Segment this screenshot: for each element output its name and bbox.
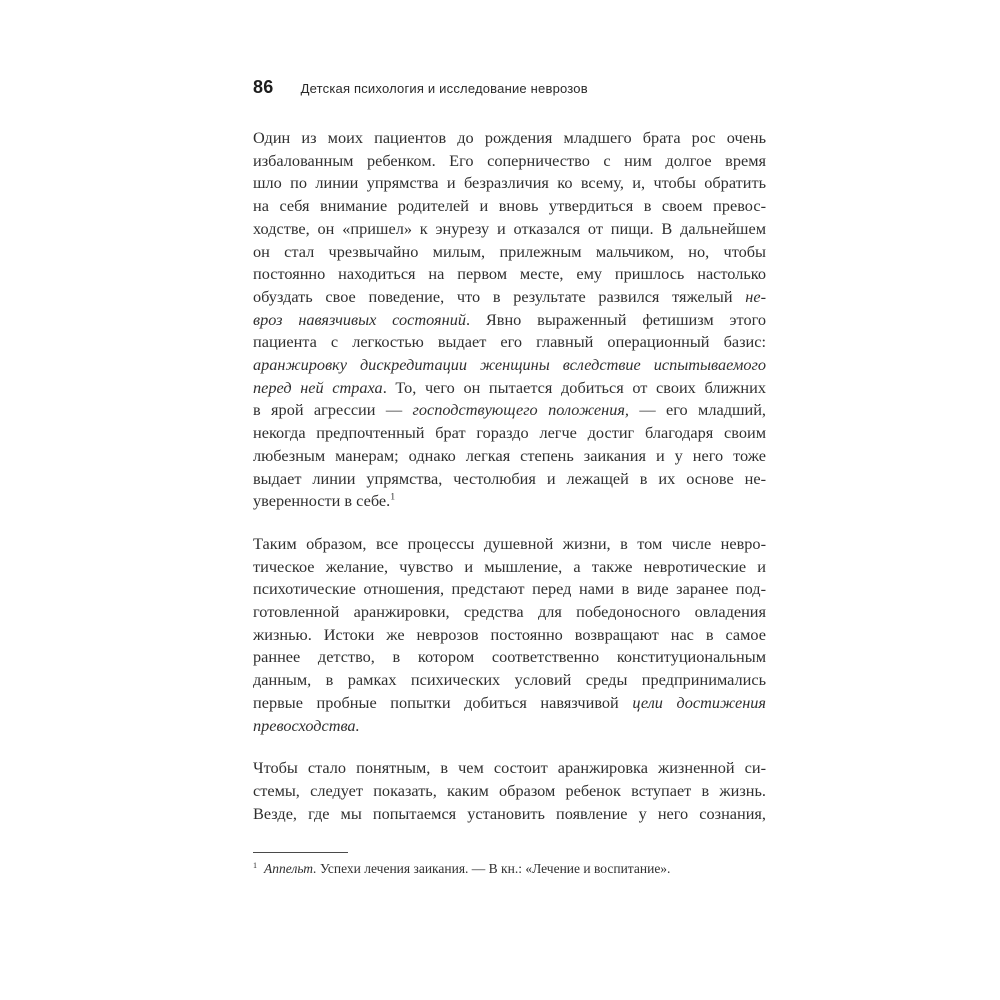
text-line [253,578,766,601]
text-segment: господствующего положения, [412,400,629,420]
text-line [253,601,766,624]
text-segment: Успехи лечения заикания. — В кн.: «Лечение и воспитание». [316,861,671,876]
text-segment: уверенности в себе. [253,491,391,511]
text-line [253,354,766,377]
text-segment: Аппельт. [264,861,317,876]
text-segment: Таким образом, все процессы душевной жизни, в том числе невро- [253,533,766,553]
text-line [253,172,766,195]
text-line [253,422,766,445]
text-line [253,715,766,738]
text-segment: Везде, где мы попытаемся установить появление у него сознания, [253,803,766,823]
text-segment: Один из моих пациентов до рождения младшего брата рос очень [253,128,766,147]
text-segment: некогда предпочтенный брат гораздо легче достиг благодаря своим [253,423,766,443]
text-segment: аранжировку дискредитации женщины вследствие испытываемого [253,355,766,375]
text-segment: — его младший, [629,400,767,420]
text-line [253,218,766,241]
paragraph [253,533,766,737]
text-line [253,780,766,803]
text-segment: на себя внимание родителей и вновь утвердиться в своем превос- [253,196,766,216]
text-line [253,556,766,579]
text-segment: тическое желание, чувство и мышление, а также невротические и [253,556,766,576]
footnote-rule [253,852,348,853]
text-line [253,286,766,309]
text-segment: . Явно выраженный фетишизм этого [466,309,766,329]
text-segment: жизнью. Истоки же неврозов постоянно возвращают нас в самое [253,624,766,644]
footnote-text [253,860,766,878]
text-segment: любезным манерам; однако легкая степень заикания и у него тоже [253,445,766,465]
text-line [253,331,766,354]
text-line [253,445,766,468]
text-segment: Чтобы стало понятным, в чем состоит аранжировка жизненной си- [253,758,766,778]
text-line [253,669,766,692]
text-segment: раннее детство, в котором соответственно конституциональным [253,647,766,667]
text-segment: первые пробные попытки добиться навязчивой [253,692,633,712]
superscript-ref: 1 [390,491,396,503]
page-header [253,77,766,98]
text-line [253,757,766,780]
text-line [253,533,766,556]
paragraph [253,757,766,825]
text-segment: вроз навязчивых состояний [253,309,466,329]
body-text [253,127,766,825]
text-segment: цели достижения [632,692,766,712]
text-line [253,468,766,491]
text-segment: перед ней страха [253,377,383,397]
text-line [253,241,766,264]
text-segment: данным, в рамках психических условий среды предпринимались [253,670,766,690]
text-line [253,646,766,669]
text-line [253,399,766,422]
text-segment: шло по линии упрямства и безразличия ко всему, и, чтобы обратить [253,173,766,193]
text-segment: готовленной аранжировки, средства для победоносного овладения [253,602,766,622]
text-segment: превосходства. [253,715,360,735]
text-line [253,377,766,400]
text-line [253,309,766,332]
paragraph [253,127,766,513]
text-line [253,195,766,218]
text-line [253,263,766,286]
text-segment: обуздать свое поведение, что в результате развился тяжелый [253,286,746,306]
text-segment: избалованным ребенком. Его соперничество с ним долгое время [253,150,766,170]
text-line [253,692,766,715]
page-number: 86 [253,77,274,97]
text-segment: он стал чрезвычайно милым, прилежным мальчиком, но, чтобы [253,241,766,261]
text-segment: пациента с легкостью выдает его главный операционный базис: [253,332,766,352]
text-line [253,624,766,647]
text-line [253,490,766,513]
text-line [253,150,766,173]
superscript-ref: 1 [253,860,258,870]
text-segment: постоянно находиться на первом месте, ему пришлось настолько [253,264,766,284]
text-segment: психотические отношения, предстают перед нами в виде заранее под- [253,579,766,599]
text-segment: не- [745,286,766,306]
footnote [253,852,766,878]
text-segment: в ярой агрессии — [253,400,413,420]
running-title: Детская психология и исследование неврозов [300,81,588,96]
text-line [253,127,766,150]
text-segment: ходстве, он «пришел» к энурезу и отказался от пищи. В дальнейшем [253,218,766,238]
text-segment: выдает линии упрямства, честолюбия и лежащей в их основе не- [253,468,766,488]
text-segment: . То, чего он пытается добиться от своих ближних [382,377,766,397]
text-segment: стемы, следует показать, каким образом ребенок вступает в жизнь. [253,780,766,800]
text-line [253,803,766,826]
